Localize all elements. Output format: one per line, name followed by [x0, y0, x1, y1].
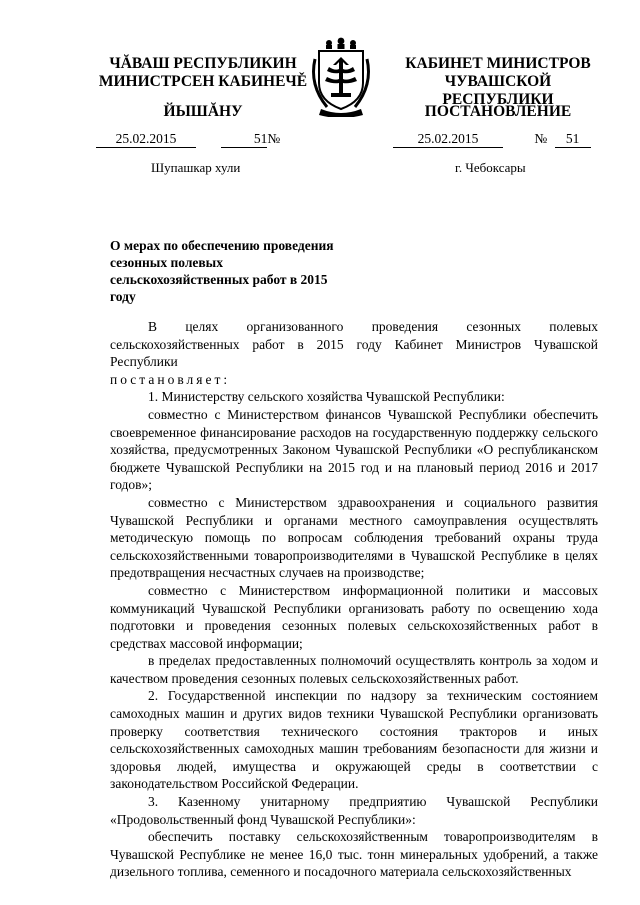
doc-number-right: [393, 131, 603, 147]
doc-type-right: ПОСТАНОВЛЕНИЕ: [424, 103, 572, 120]
item-3: 3. Казенному унитарному предприятию Чувашской Республики «Продовольственный фонд Чувашской Республики»:: [110, 794, 598, 827]
item-1c: совместно с Министерством информационной политики и массовых коммуникаций Чувашской Республики организовать работу по освещению хода подготовки и проведения сезонных полевых сельскохозяйственных работ в средствах массовой информации;: [110, 582, 598, 651]
intro-paragraph: В целях организованного проведения сезонных полевых сельскохозяйственных работ в 2015 году Кабинет Министров Чувашской Республики: [110, 319, 598, 370]
number-right: 51: [555, 131, 591, 148]
number-left: 51: [221, 131, 267, 148]
header-right-line2: ЧУВАШСКОЙ РЕСПУБЛИКИ: [442, 73, 554, 108]
date-left: 25.02.2015: [96, 131, 196, 148]
city-right: г. Чебоксары: [455, 160, 526, 175]
header-right: [388, 55, 608, 109]
resolves-word: постановляет:: [110, 371, 231, 387]
item-3a: обеспечить поставку сельскохозяйственным товаропроизводителям в Чувашской Республике не менее 16,0 тыс. тонн минеральных удобрений, а также дизельного топлива, семенного и посадочного материала сельскохозяйственных: [110, 829, 598, 880]
header-right-line1: КАБИНЕТ МИНИСТРОВ: [405, 55, 591, 72]
item-1a: совместно с Министерством финансов Чувашской Республики обеспечить своевременное финансирование расходов на государственную поддержку сельского хозяйства, предусмотренных Законом Чувашской Республики «О республиканском бюджете Чувашской Республики на 2015 год и на плановый период 2016 и 2017 годов»;: [110, 406, 598, 493]
document-body: [110, 318, 598, 881]
number-sign-left: №: [267, 131, 281, 146]
city-left: Шупашкар хули: [151, 160, 241, 175]
header-left-line1: ЧĂВАШ РЕСПУБЛИКИН: [109, 55, 297, 72]
number-sign-right: №: [534, 131, 548, 146]
chuvash-emblem-icon: [305, 37, 377, 117]
doc-number-left: [96, 131, 311, 147]
item-1d: в пределах предоставленных полномочий осуществлять контроль за ходом и качеством проведения сезонных полевых сельскохозяйственных работ.: [110, 653, 598, 686]
document-title: О мерах по обеспечению проведения сезонных полевых сельскохозяйственных работ в 2015 году: [110, 238, 334, 304]
doc-type-left: ЙЫШĂНУ: [163, 103, 243, 120]
item-2: 2. Государственной инспекции по надзору за техническим состоянием самоходных машин и других видов техники Чувашской Республики организовать проверку соответствия технического состояния тракторов и иных сельскохозяйственных самоходных машин требованиям безопасности для жизни и здоровья людей, имущества и окружающей среды в соответствии с законодательством Российской Федерации.: [110, 688, 598, 792]
header-left-line2: МИНИСТРСЕН КАБИНЕЧĚ: [98, 73, 308, 90]
header-left: [98, 55, 308, 91]
item-1: 1. Министерству сельского хозяйства Чувашской Республики:: [148, 389, 505, 405]
date-right: 25.02.2015: [393, 131, 503, 148]
item-1b: совместно с Министерством здравоохранения и социального развития Чувашской Республики и органами местного самоуправления осуществлять методическую помощь по вопросам соблюдения требований охраны труда сельскохозяйственными товаропроизводителями в Чувашской Республике в целях предотвращения несчастных случаев на производстве;: [110, 494, 598, 581]
